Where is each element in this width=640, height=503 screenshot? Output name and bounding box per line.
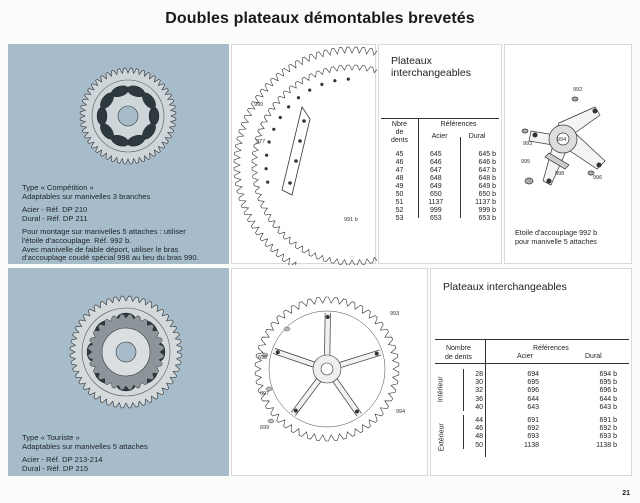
- etoile-diagram-panel: [504, 44, 632, 264]
- dural-cell: 650 b: [478, 191, 496, 198]
- table-row: [431, 387, 633, 395]
- dural-cell: 693 b: [599, 433, 617, 441]
- touriste-chainring-image: [8, 268, 229, 428]
- table-row: [381, 215, 499, 223]
- label-697: 697: [260, 391, 270, 397]
- acier-cell: 643: [527, 403, 539, 411]
- col-nombre: Nombre de dents: [445, 345, 472, 361]
- caption-note-1: Pour montage sur manivelles 5 attaches : utiliser: [22, 227, 186, 237]
- touriste-caption: [22, 434, 148, 473]
- label-994: 994: [557, 137, 567, 143]
- dural-cell: 696 b: [599, 387, 617, 395]
- dural-cell: 644 b: [599, 395, 617, 403]
- col-dural-2: Dural: [585, 353, 602, 360]
- interieur-label: Intérieur: [437, 376, 445, 403]
- teeth-cell: 46: [395, 159, 404, 166]
- dural-cell: 999 b: [478, 207, 496, 214]
- teeth-cell: 50: [475, 441, 483, 449]
- col-references: Références: [440, 121, 477, 128]
- teeth-cell: 46: [475, 425, 483, 433]
- table-row: [431, 396, 633, 404]
- teeth-cell: 47: [395, 167, 404, 174]
- teeth-cell: 53: [395, 215, 404, 222]
- page-title: Doubles plateaux démontables brevetés: [165, 10, 475, 27]
- teeth-cell: 51: [395, 199, 404, 206]
- tourist-adapt: Adaptables sur manivelles 5 attaches: [22, 441, 148, 451]
- dural-cell: 692 b: [599, 425, 617, 433]
- competition-panel: [8, 44, 229, 264]
- table-row: [381, 145, 499, 159]
- acier-cell: 695: [527, 379, 539, 387]
- teeth-cell: 48: [475, 433, 483, 441]
- tourist-acier: Acier - Réf. DP 213-214: [22, 455, 103, 465]
- dural-cell: 695 b: [599, 379, 617, 387]
- table1-title: Plateaux interchangeables: [391, 55, 471, 79]
- label-996: 996: [593, 175, 603, 181]
- acier-cell: 696: [527, 387, 539, 395]
- col-refs-2: Références: [533, 345, 569, 352]
- teeth-cell: 48: [395, 175, 404, 182]
- dural-cell: 653 b: [478, 215, 496, 222]
- acier-cell: 649: [429, 183, 442, 190]
- acier-cell: 1137: [428, 199, 444, 206]
- table-row: [431, 433, 633, 441]
- dural-cell: 691 b: [599, 417, 617, 424]
- competition-chainring-image: [8, 44, 229, 194]
- acier-cell: 650: [429, 191, 442, 198]
- label-992: 992: [573, 87, 583, 93]
- dural-cell: 647 b: [478, 167, 496, 174]
- teeth-cell: 44: [475, 417, 483, 424]
- teeth-cell: 52: [395, 207, 404, 214]
- label-990: 990: [254, 102, 264, 108]
- tourist-type: Type « Touriste »: [22, 433, 80, 442]
- teeth-cell: 28: [475, 371, 483, 378]
- exploded-diagram-touriste: [231, 268, 428, 476]
- exterieur-label: Extérieur: [438, 423, 446, 452]
- acier-cell: 692: [527, 425, 539, 433]
- table-row: [431, 404, 633, 412]
- col-acier: Acier: [431, 133, 448, 140]
- table-row: [381, 207, 499, 215]
- table2-title: Plateaux interchangeables: [443, 281, 567, 293]
- table-row: [381, 175, 499, 183]
- table1: [381, 121, 499, 223]
- dural-cell: 648 b: [478, 175, 496, 182]
- dural-cell: 646 b: [478, 159, 496, 166]
- label-995: 995: [521, 159, 531, 165]
- caption-type: Type « Compétition »: [22, 183, 94, 192]
- label-998: 998: [555, 171, 565, 177]
- acier-cell: 693: [527, 433, 539, 441]
- label-977: 977: [256, 139, 266, 145]
- caption-dural: Dural - Réf. DP 211: [22, 213, 88, 223]
- competition-caption: [22, 184, 199, 263]
- acier-cell: 999: [429, 207, 442, 214]
- acier-cell: 653: [429, 215, 442, 222]
- acier-cell: 648: [429, 175, 442, 182]
- acier-cell: 694: [527, 371, 539, 378]
- teeth-cell: 30: [475, 379, 483, 387]
- table-row: [431, 379, 633, 387]
- caption-note-4: d'accouplage coudé spécial 998 au lieu du bras 990.: [22, 253, 199, 263]
- label-994-b: 994: [396, 409, 406, 415]
- acier-cell: 644: [527, 395, 539, 403]
- page-number: 21: [622, 490, 630, 497]
- caption-adapt: Adaptables sur manivelles 3 branches: [22, 191, 151, 201]
- acier-cell: 1138: [523, 441, 539, 449]
- label-698: 698: [258, 355, 268, 361]
- dural-cell: 694 b: [599, 371, 617, 378]
- dural-cell: 645 b: [478, 151, 496, 158]
- table-row: [381, 191, 499, 199]
- caption-note-2: l'étoile d'accouplage. Réf. 992 b.: [22, 235, 132, 245]
- dural-cell: 643 b: [599, 403, 617, 411]
- col-acier-2: Acier: [517, 353, 533, 360]
- col-dural: Dural: [468, 133, 486, 140]
- col-nbre: Nbre de dents: [390, 121, 409, 144]
- table-row: [431, 425, 633, 433]
- teeth-cell: 32: [475, 387, 483, 395]
- label-993: 993: [523, 141, 533, 147]
- table-row: [381, 159, 499, 167]
- exploded-diagram-competition: [231, 44, 376, 264]
- etoile-caption: Etoile d'accouplage 992 b pour manivelle 5 attaches: [515, 228, 598, 246]
- table-row: [381, 183, 499, 191]
- dural-cell: 649 b: [478, 183, 496, 190]
- acier-cell: 645: [429, 151, 442, 158]
- teeth-cell: 45: [395, 151, 404, 158]
- teeth-cell: 49: [395, 183, 404, 190]
- label-991b: 991 b: [344, 217, 358, 223]
- teeth-cell: 36: [475, 395, 483, 403]
- acier-cell: 646: [429, 159, 442, 166]
- tourist-dural: Dural - Réf. DP 215: [22, 463, 89, 473]
- table-row: [431, 371, 633, 379]
- caption-note-3: Avec manivelle de faible déport, utiliser le bras: [22, 244, 179, 254]
- acier-cell: 647: [429, 167, 442, 174]
- dural-cell: 1138 b: [596, 441, 617, 449]
- dural-cell: 1137 b: [475, 199, 496, 206]
- table-row: [431, 417, 633, 425]
- table-row: [381, 199, 499, 207]
- table-plateaux-2-panel: [430, 268, 632, 476]
- teeth-cell: 40: [475, 403, 483, 411]
- table-row: [381, 167, 499, 175]
- label-699: 699: [260, 425, 270, 431]
- table-row: [431, 442, 633, 450]
- acier-cell: 691: [527, 417, 539, 424]
- table-plateaux-panel: [378, 44, 502, 264]
- label-993-b: 993: [390, 311, 400, 317]
- caption-acier: Acier - Réf. DP 210: [22, 205, 88, 215]
- teeth-cell: 50: [395, 191, 404, 198]
- touriste-panel: [8, 268, 229, 476]
